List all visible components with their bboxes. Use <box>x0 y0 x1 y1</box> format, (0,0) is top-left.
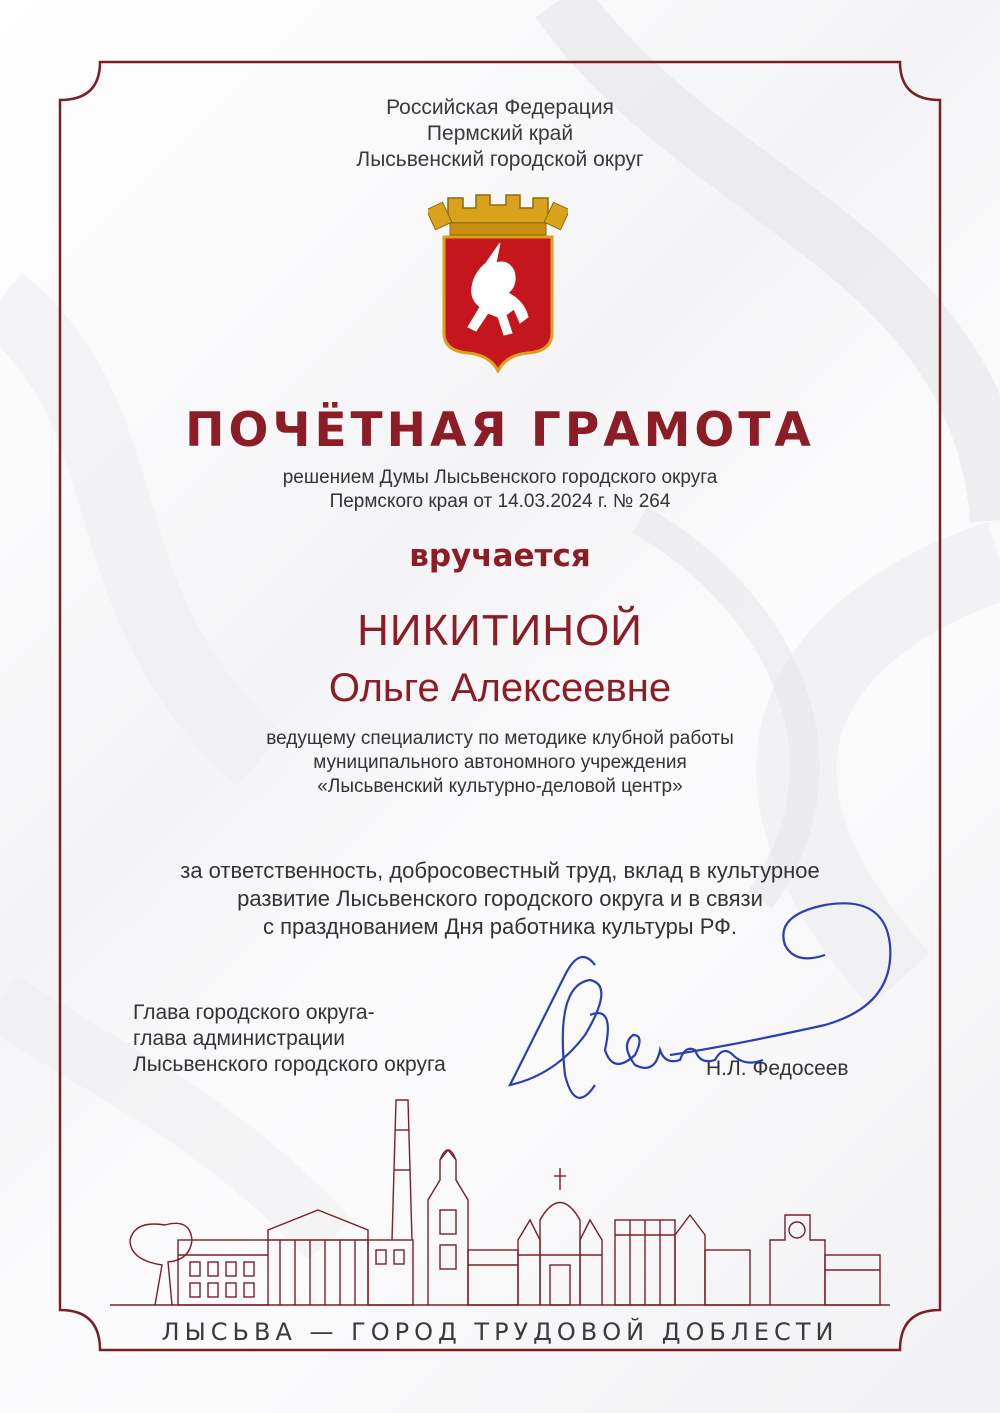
signatory-title-line-3: Лысьвенского городского округа <box>133 1053 446 1076</box>
signatory-title <box>133 1000 446 1078</box>
coat-of-arms-icon <box>428 193 568 373</box>
country-line: Российская Федерация <box>386 96 614 119</box>
title-text: ПОЧЁТНАЯ ГРАМОТА <box>185 403 815 458</box>
district-line: Лысьвенский городской округ <box>356 148 644 171</box>
signatory-name: Н.Л. Федосеев <box>706 1057 849 1080</box>
position-line-2: муниципального автономного учреждения <box>313 752 687 773</box>
region-line: Пермский край <box>426 122 574 145</box>
signatory-title-line-1: Глава городского округа- <box>133 1001 375 1024</box>
position-line-1: ведущему специалисту по методике клубной работы <box>266 728 734 749</box>
awarded-label: вручается <box>409 538 591 574</box>
signatory-title-line-2: глава администрации <box>133 1027 345 1050</box>
awarded-label-block <box>0 538 1000 574</box>
position-block <box>0 727 1000 799</box>
recipient-block <box>0 606 1000 656</box>
decision-line-2: Пермского края от 14.03.2024 г. № 264 <box>329 491 671 512</box>
city-motto: ЛЫСЬВА — ГОРОД ТРУДОВОЙ ДОБЛЕСТИ <box>161 1318 839 1346</box>
recipient-surname: НИКИТИНОЙ <box>357 606 643 655</box>
decision-block <box>0 466 1000 514</box>
decision-line-1: решением Думы Лысьвенского городского округа <box>282 467 718 488</box>
city-skyline-illustration <box>110 1090 890 1312</box>
certificate-title <box>0 403 1000 458</box>
issuer-header <box>0 95 1000 173</box>
reason-line-3: с празднованием Дня работника культуры РФ. <box>263 914 737 939</box>
recipient-given-names: Ольге Алексеевне <box>328 666 672 710</box>
position-line-3: «Лысьвенский культурно-деловой центр» <box>317 776 683 797</box>
reason-line-1: за ответственность, добросовестный труд, вклад в культурное <box>180 858 820 883</box>
recipient-given-block <box>0 666 1000 711</box>
reason-line-2: развитие Лысьвенского городского округа и в связи <box>237 886 763 911</box>
